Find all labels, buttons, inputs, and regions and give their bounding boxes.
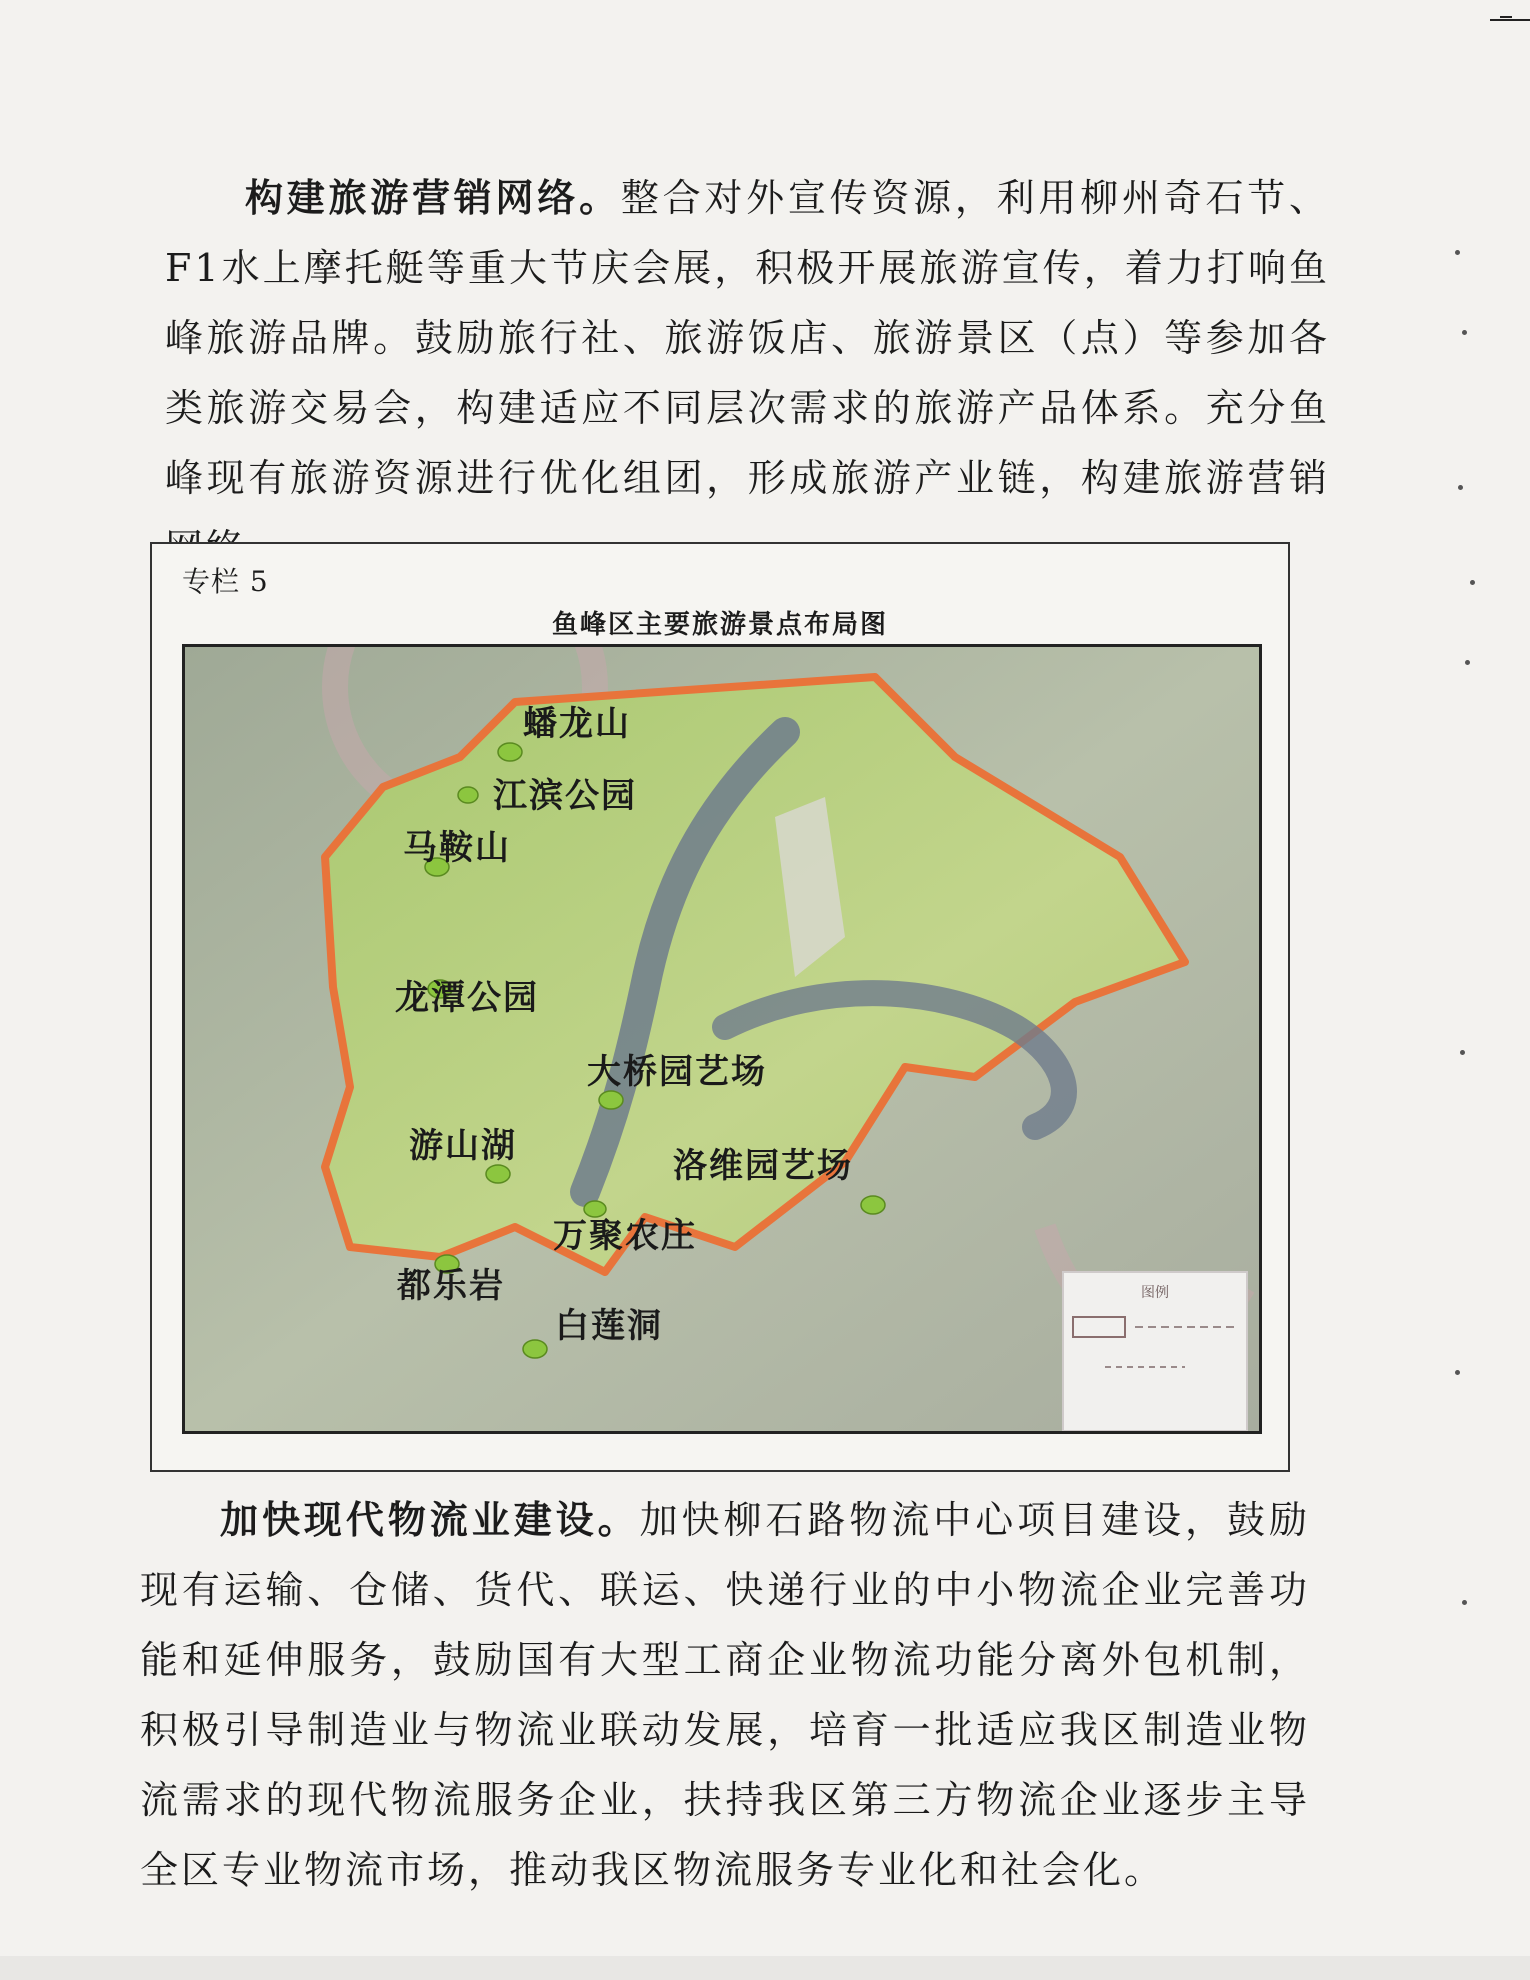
place-label-jiangbin-park: 江滨公园 xyxy=(493,776,637,816)
marker-youshan-lake xyxy=(486,1165,510,1183)
map-legend xyxy=(1063,1272,1247,1431)
place-label-longtan-park: 龙潭公园 xyxy=(395,978,539,1018)
marker-panlongshan xyxy=(498,743,522,761)
scan-speck xyxy=(1460,1050,1465,1055)
legend-title: 图例 xyxy=(1141,1285,1169,1301)
scan-speck xyxy=(1462,1600,1467,1605)
place-label-maanshan: 马鞍山 xyxy=(403,828,511,868)
scan-speck xyxy=(1465,660,1470,665)
paragraph-tourism-marketing xyxy=(165,163,1330,583)
place-label-panlongshan: 蟠龙山 xyxy=(523,704,631,744)
marker-bailian-cave xyxy=(523,1340,547,1358)
place-label-duleyan: 都乐岩 xyxy=(397,1266,505,1306)
paragraph-body: 加快柳石路物流中心项目建设，鼓励现有运输、仓储、货代、联运、快递行业的中小物流企业完善功能和延伸服务，鼓励国有大型工商企业物流功能分离外包机制，积极引导制造业与物流业联动发展，培育一批适应我区制造业物流需求的现代物流服务企业，扶持我区第三方物流企业逐步主导全区专业物流市场，推动我区物流服务专业化和社会化。 xyxy=(140,1498,1310,1892)
scan-speck xyxy=(1470,580,1475,585)
corner-mark-icon xyxy=(1490,16,1530,24)
paragraph-lead: 构建旅游营销网络。 xyxy=(245,175,621,220)
place-label-luowei-nursery: 洛维园艺场 xyxy=(673,1146,853,1186)
marker-jiangbin-park xyxy=(458,787,478,803)
box-label: 专栏 5 xyxy=(182,565,269,598)
scan-speck xyxy=(1455,250,1460,255)
paragraph-lead: 加快现代物流业建设。 xyxy=(220,1497,640,1542)
marker-luowei-nursery xyxy=(861,1196,885,1214)
feature-box xyxy=(150,542,1290,1472)
map-graphic xyxy=(185,647,1259,1431)
map-title: 鱼峰区主要旅游景点布局图 xyxy=(551,610,888,640)
tourism-map xyxy=(182,644,1262,1434)
place-label-wanju-farm: 万聚农庄 xyxy=(553,1216,697,1256)
paragraph-body: 整合对外宣传资源，利用柳州奇石节、F1水上摩托艇等重大节庆会展，积极开展旅游宣传，着力打响鱼峰旅游品牌。鼓励旅行社、旅游饭店、旅游景区（点）等参加各类旅游交易会，构建适应不同层次需求的旅游产品体系。充分鱼峰现有旅游资源进行优化组团，形成旅游产业链，构建旅游营销 xyxy=(165,176,1330,500)
marker-wanju-farm xyxy=(584,1201,606,1217)
place-label-youshan-lake: 游山湖 xyxy=(409,1126,517,1166)
place-label-daqiao-nursery: 大桥园艺场 xyxy=(587,1052,767,1092)
scan-speck xyxy=(1462,330,1467,335)
paragraph-logistics xyxy=(140,1485,1310,1905)
marker-daqiao-nursery xyxy=(599,1091,623,1109)
scan-speck xyxy=(1458,485,1463,490)
place-label-bailian-cave: 白莲洞 xyxy=(555,1306,663,1346)
scan-speck xyxy=(1455,1370,1460,1375)
scan-bottom-edge xyxy=(0,1956,1530,1980)
